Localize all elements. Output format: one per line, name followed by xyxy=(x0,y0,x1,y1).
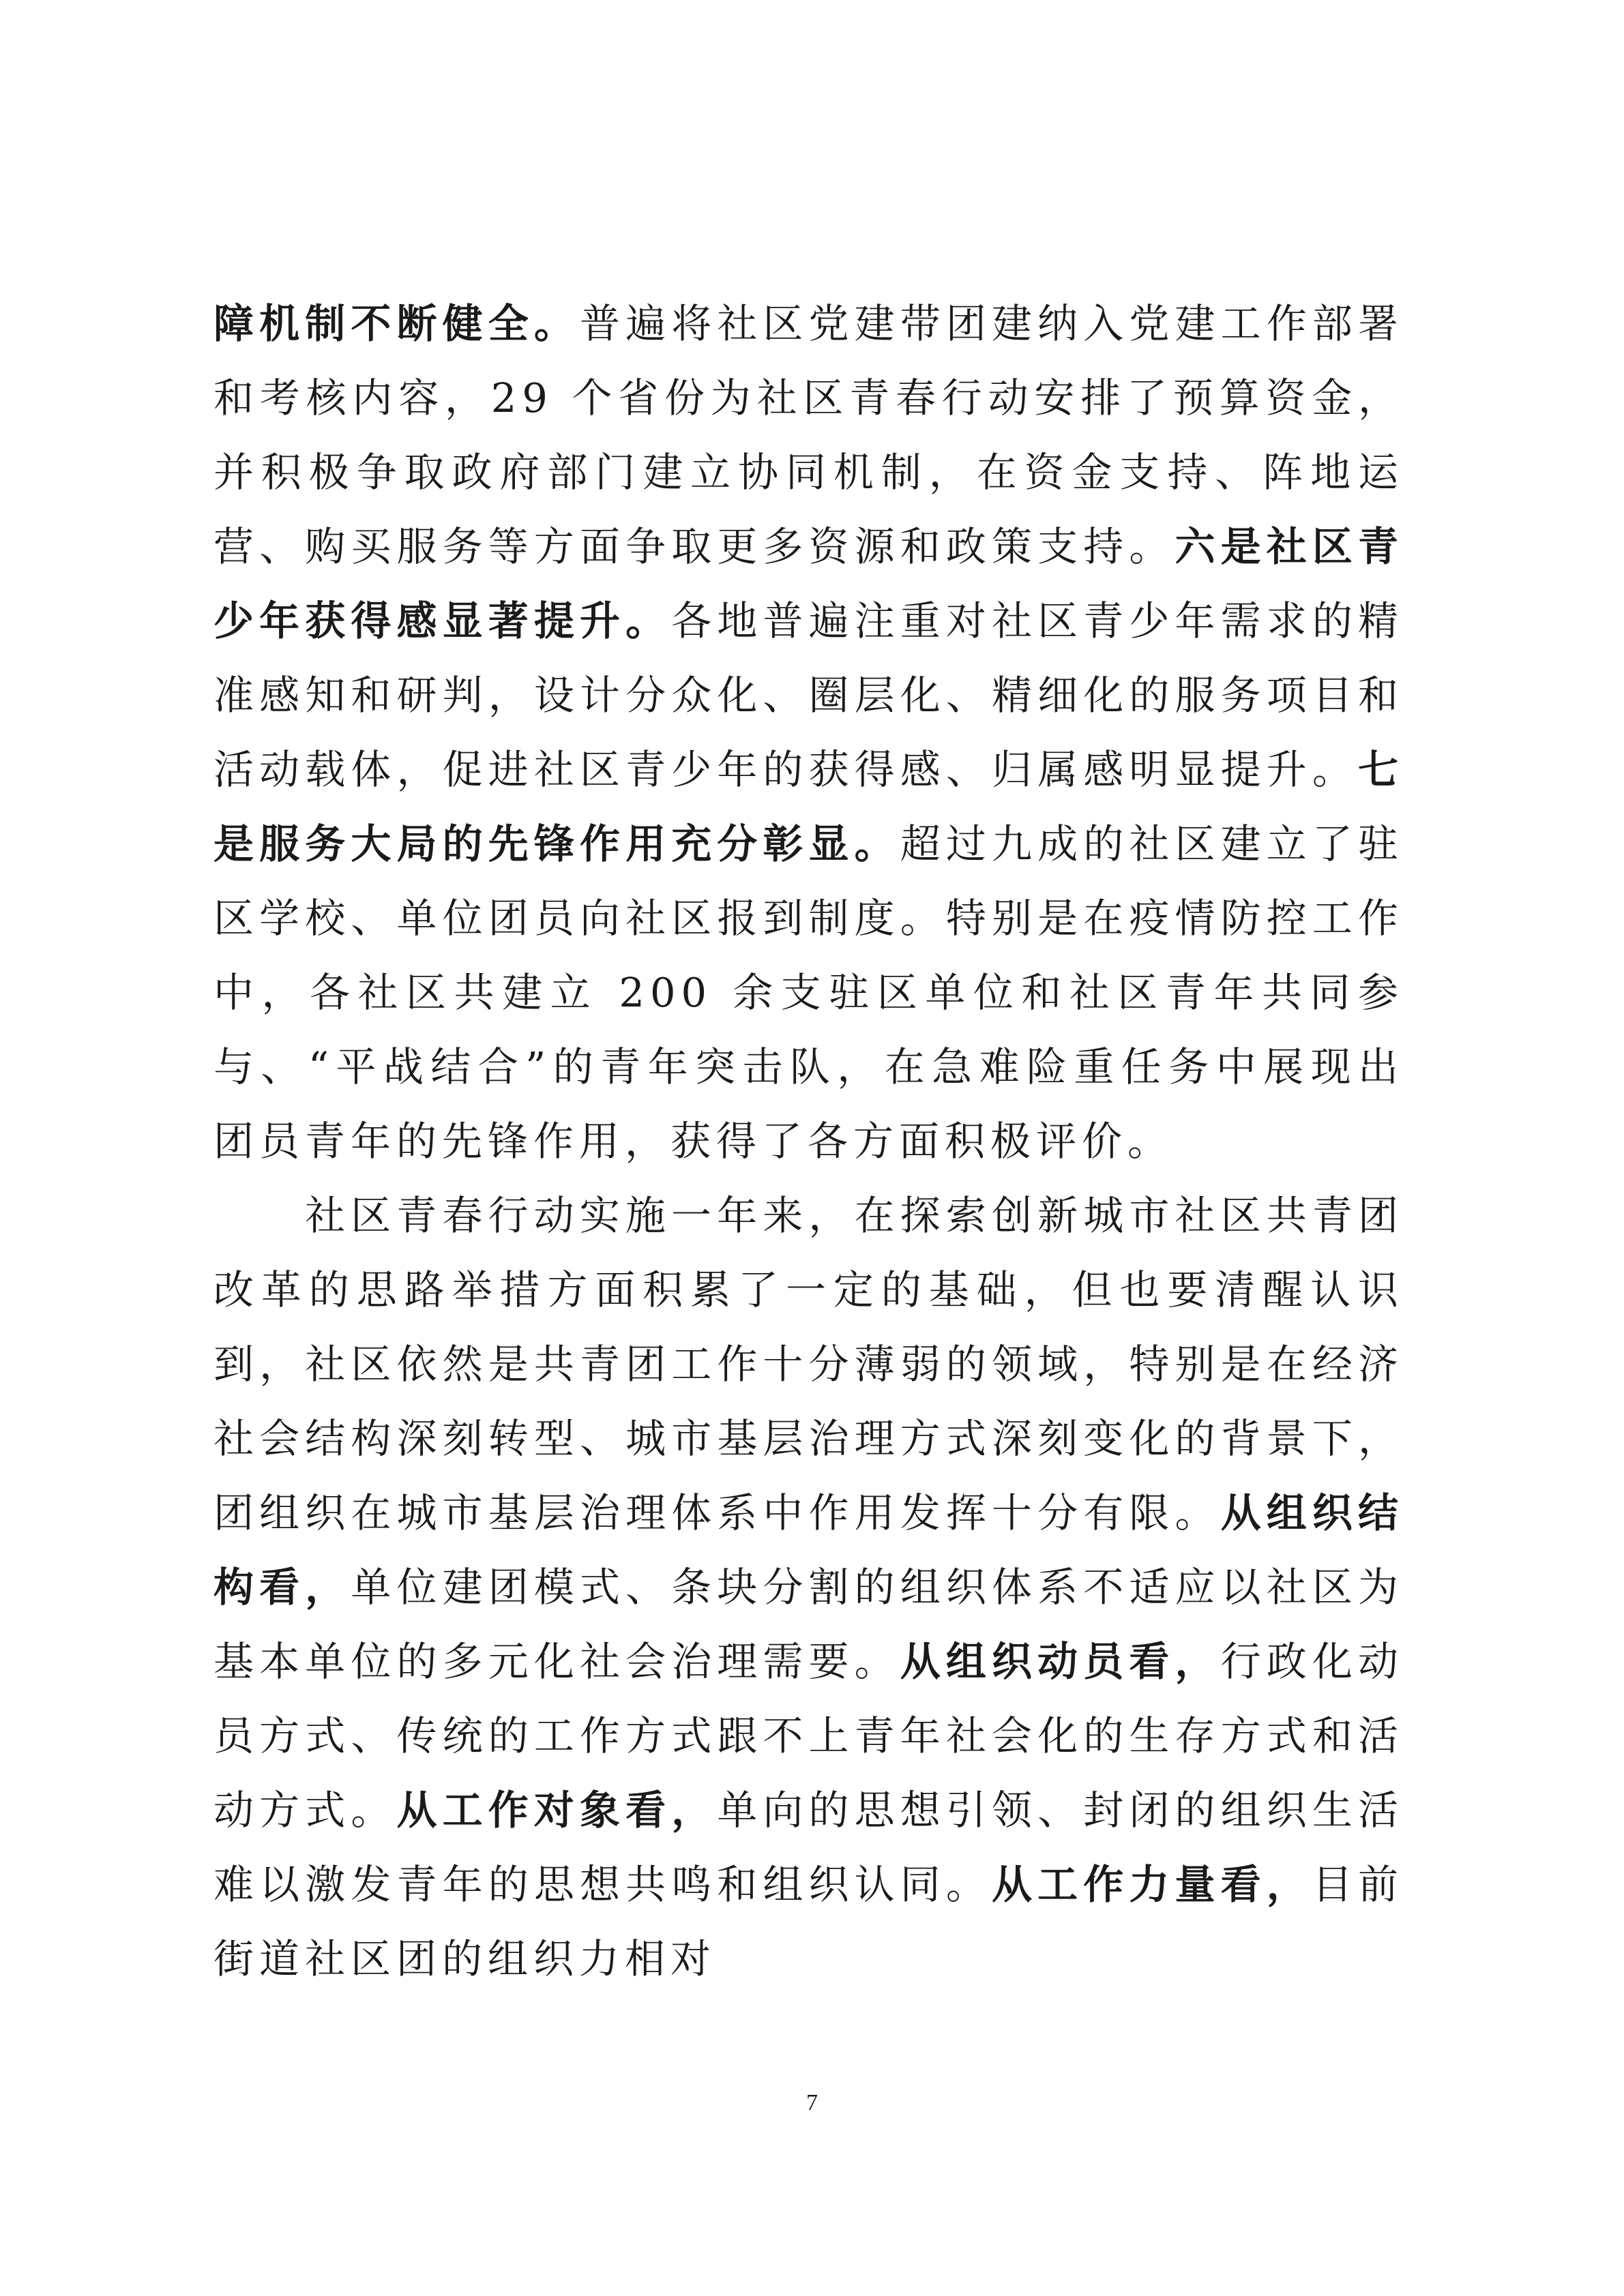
body-span: 超过九成的社区建立了驻区学校、单位团员向社区报到制度。特别是在疫情防控工作中，各社区共建立 200 余支驻区单位和社区青年共同参与、“平战结合”的青年突击队，在急难险重任务中展现出团员青年的先锋作用，获得了各方面积极评价。 xyxy=(213,820,1404,1165)
bold-heading: 从组织动员看， xyxy=(900,1638,1221,1685)
body-span: 社区青春行动实施一年来，在探索创新城市社区共青团改革的思路举措方面积累了一定的基础，但也要清醒认识到，社区依然是共青团工作十分薄弱的领域，特别是在经济社会结构深刻转型、城市基层治理方式深刻变化的背景下，团组织在城市基层治理体系中作用发挥十分有限。 xyxy=(213,1192,1404,1536)
body-span: 单位建团模式、条块分割的组织体系不适应以社区为基本单位的多元化社会治理需要。 xyxy=(213,1564,1404,1685)
body-span: 普遍将社区党建带团建纳入党建工作部署和考核内容，29 个省份为社区青春行动安排了预算资金，并积极争取政府部门建立协同机制，在资金支持、阵地运营、购买服务等方面争取更多资源和政策支持。 xyxy=(213,300,1404,570)
paragraph-2 xyxy=(213,1178,1404,1996)
page-number: 7 xyxy=(806,2090,818,2115)
body-span: 目前街道社区团的组织力相对 xyxy=(213,1861,1404,1982)
bold-heading: 障机制不断健全。 xyxy=(213,300,580,347)
paragraph-1 xyxy=(213,286,1404,1178)
bold-heading: 六是社区青少年获得感显著提升。 xyxy=(213,523,1404,644)
bold-heading: 从工作对象看， xyxy=(396,1787,718,1834)
bold-heading: 从工作力量看， xyxy=(992,1861,1312,1908)
body-span: 各地普遍注重对社区青少年需求的精准感知和研判，设计分众化、圈层化、精细化的服务项目和活动载体，促进社区青少年的获得感、归属感明显提升。 xyxy=(213,597,1404,793)
bold-heading: 七是服务大局的先锋作用充分彰显。 xyxy=(213,746,1404,867)
body-span: 单向的思想引领、封闭的组织生活难以激发青年的思想共鸣和组织认同。 xyxy=(213,1787,1404,1908)
bold-heading: 从组织结构看， xyxy=(213,1489,1404,1611)
body-span: 行政化动员方式、传统的工作方式跟不上青年社会化的生存方式和活动方式。 xyxy=(213,1638,1404,1834)
body-text xyxy=(213,286,1404,1996)
